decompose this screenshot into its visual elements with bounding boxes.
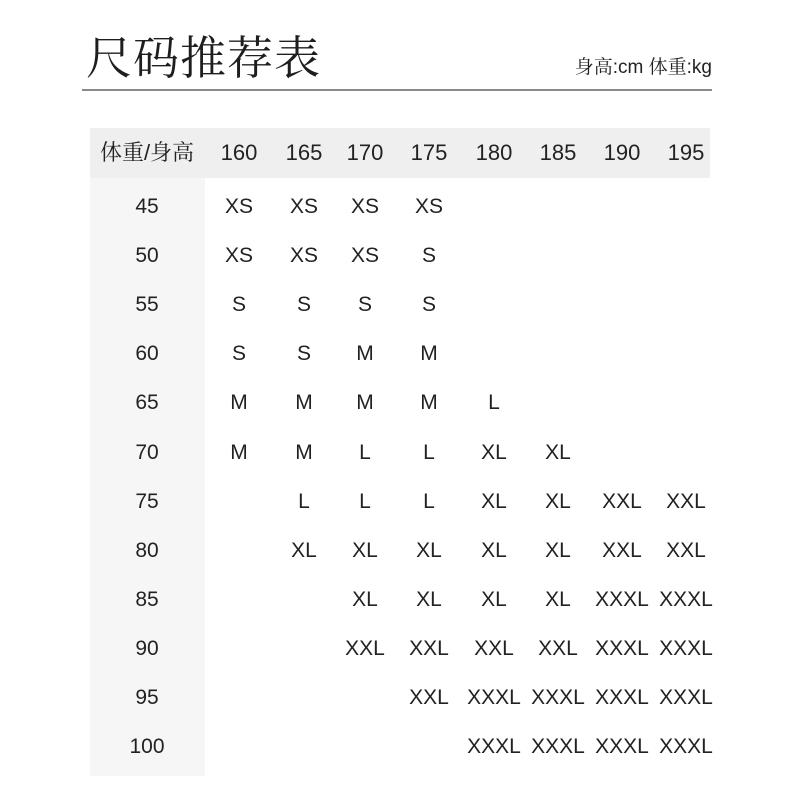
size-cell: S xyxy=(231,293,246,317)
height-header: 185 xyxy=(539,140,577,165)
size-cell: XL xyxy=(545,489,571,513)
weight-label: 55 xyxy=(135,293,159,317)
size-cell: XXL xyxy=(602,489,642,513)
size-cell: XXXL xyxy=(659,735,713,759)
size-cell: L xyxy=(488,391,500,415)
size-cell: L xyxy=(298,489,310,513)
size-cell: M xyxy=(230,440,248,464)
size-cell: XXL xyxy=(602,538,642,562)
size-cell: XXXL xyxy=(659,587,713,611)
height-header: 170 xyxy=(346,140,384,165)
height-header: 175 xyxy=(410,140,448,165)
size-cell: XL xyxy=(481,538,507,562)
size-cell: XXL xyxy=(409,686,449,709)
size-cell: XL xyxy=(352,587,378,611)
size-cell: XXXL xyxy=(467,686,521,709)
size-cell: XXL xyxy=(409,636,449,660)
size-cell: S xyxy=(421,293,436,317)
height-header: 190 xyxy=(603,140,641,165)
size-cell: XS xyxy=(224,244,253,268)
corner-header: 体重/身高 xyxy=(99,140,195,165)
size-cell: XXXL xyxy=(659,686,713,709)
size-cell: S xyxy=(231,342,246,366)
size-cell: XS xyxy=(350,195,379,218)
size-cell: L xyxy=(423,489,435,513)
size-cell: XXL xyxy=(666,538,706,562)
size-cell: M xyxy=(420,342,438,366)
size-cell: S xyxy=(357,293,372,317)
size-cell: XL xyxy=(481,587,507,611)
size-cell: XL xyxy=(545,538,571,562)
size-cell: XXL xyxy=(474,636,514,660)
size-cell: XXXL xyxy=(595,686,649,709)
size-cell: XXXL xyxy=(467,735,521,759)
size-cell: XL xyxy=(416,538,442,562)
size-cell: M xyxy=(230,391,248,415)
size-cell: M xyxy=(295,391,313,415)
size-cell: XXXL xyxy=(595,735,649,759)
size-cell: L xyxy=(359,489,371,513)
size-cell: M xyxy=(356,342,374,366)
height-header: 165 xyxy=(285,140,323,165)
size-cell: XXXL xyxy=(531,686,585,709)
size-cell: XS xyxy=(350,244,379,268)
height-header: 160 xyxy=(220,140,258,165)
size-cell: XL xyxy=(545,440,571,464)
size-cell: M xyxy=(295,440,313,464)
weight-label: 100 xyxy=(129,735,165,759)
weight-label: 90 xyxy=(135,636,159,660)
size-cell: XL xyxy=(545,587,571,611)
size-cell: XS xyxy=(414,195,443,218)
size-cell: XXXL xyxy=(595,587,649,611)
size-cell: XL xyxy=(416,587,442,611)
size-cell: XXXL xyxy=(531,735,585,759)
size-cell: XXL xyxy=(345,636,385,660)
size-cell: XL xyxy=(291,538,317,562)
weight-label: 85 xyxy=(135,587,159,611)
size-cell: XXL xyxy=(538,636,578,660)
size-cell: S xyxy=(296,342,311,366)
size-cell: XXL xyxy=(666,489,706,513)
size-cell: XL xyxy=(481,489,507,513)
page-title: 尺码推荐表 xyxy=(86,32,321,84)
weight-label: 45 xyxy=(135,195,159,218)
size-cell: XS xyxy=(289,244,318,268)
weight-label: 75 xyxy=(135,489,159,513)
weight-label: 50 xyxy=(135,244,159,268)
weight-label: 65 xyxy=(135,391,159,415)
size-cell: S xyxy=(296,293,311,317)
size-cell: XXXL xyxy=(595,636,649,660)
size-cell: M xyxy=(420,391,438,415)
size-cell: XXXL xyxy=(659,636,713,660)
weight-label: 80 xyxy=(135,538,159,562)
height-header: 180 xyxy=(475,140,513,165)
units-note: 身高:cm 体重:kg xyxy=(574,57,712,78)
size-cell: S xyxy=(421,244,436,268)
size-cell: XS xyxy=(289,195,318,218)
weight-label: 70 xyxy=(135,440,159,464)
weight-label: 95 xyxy=(135,686,159,709)
divider xyxy=(82,89,712,91)
size-cell: L xyxy=(423,440,435,464)
weight-label: 60 xyxy=(135,342,159,366)
size-cell: M xyxy=(356,391,374,415)
size-cell: L xyxy=(359,440,371,464)
height-header: 195 xyxy=(667,140,705,165)
size-cell: XL xyxy=(352,538,378,562)
size-cell: XS xyxy=(224,195,253,218)
size-cell: XL xyxy=(481,440,507,464)
